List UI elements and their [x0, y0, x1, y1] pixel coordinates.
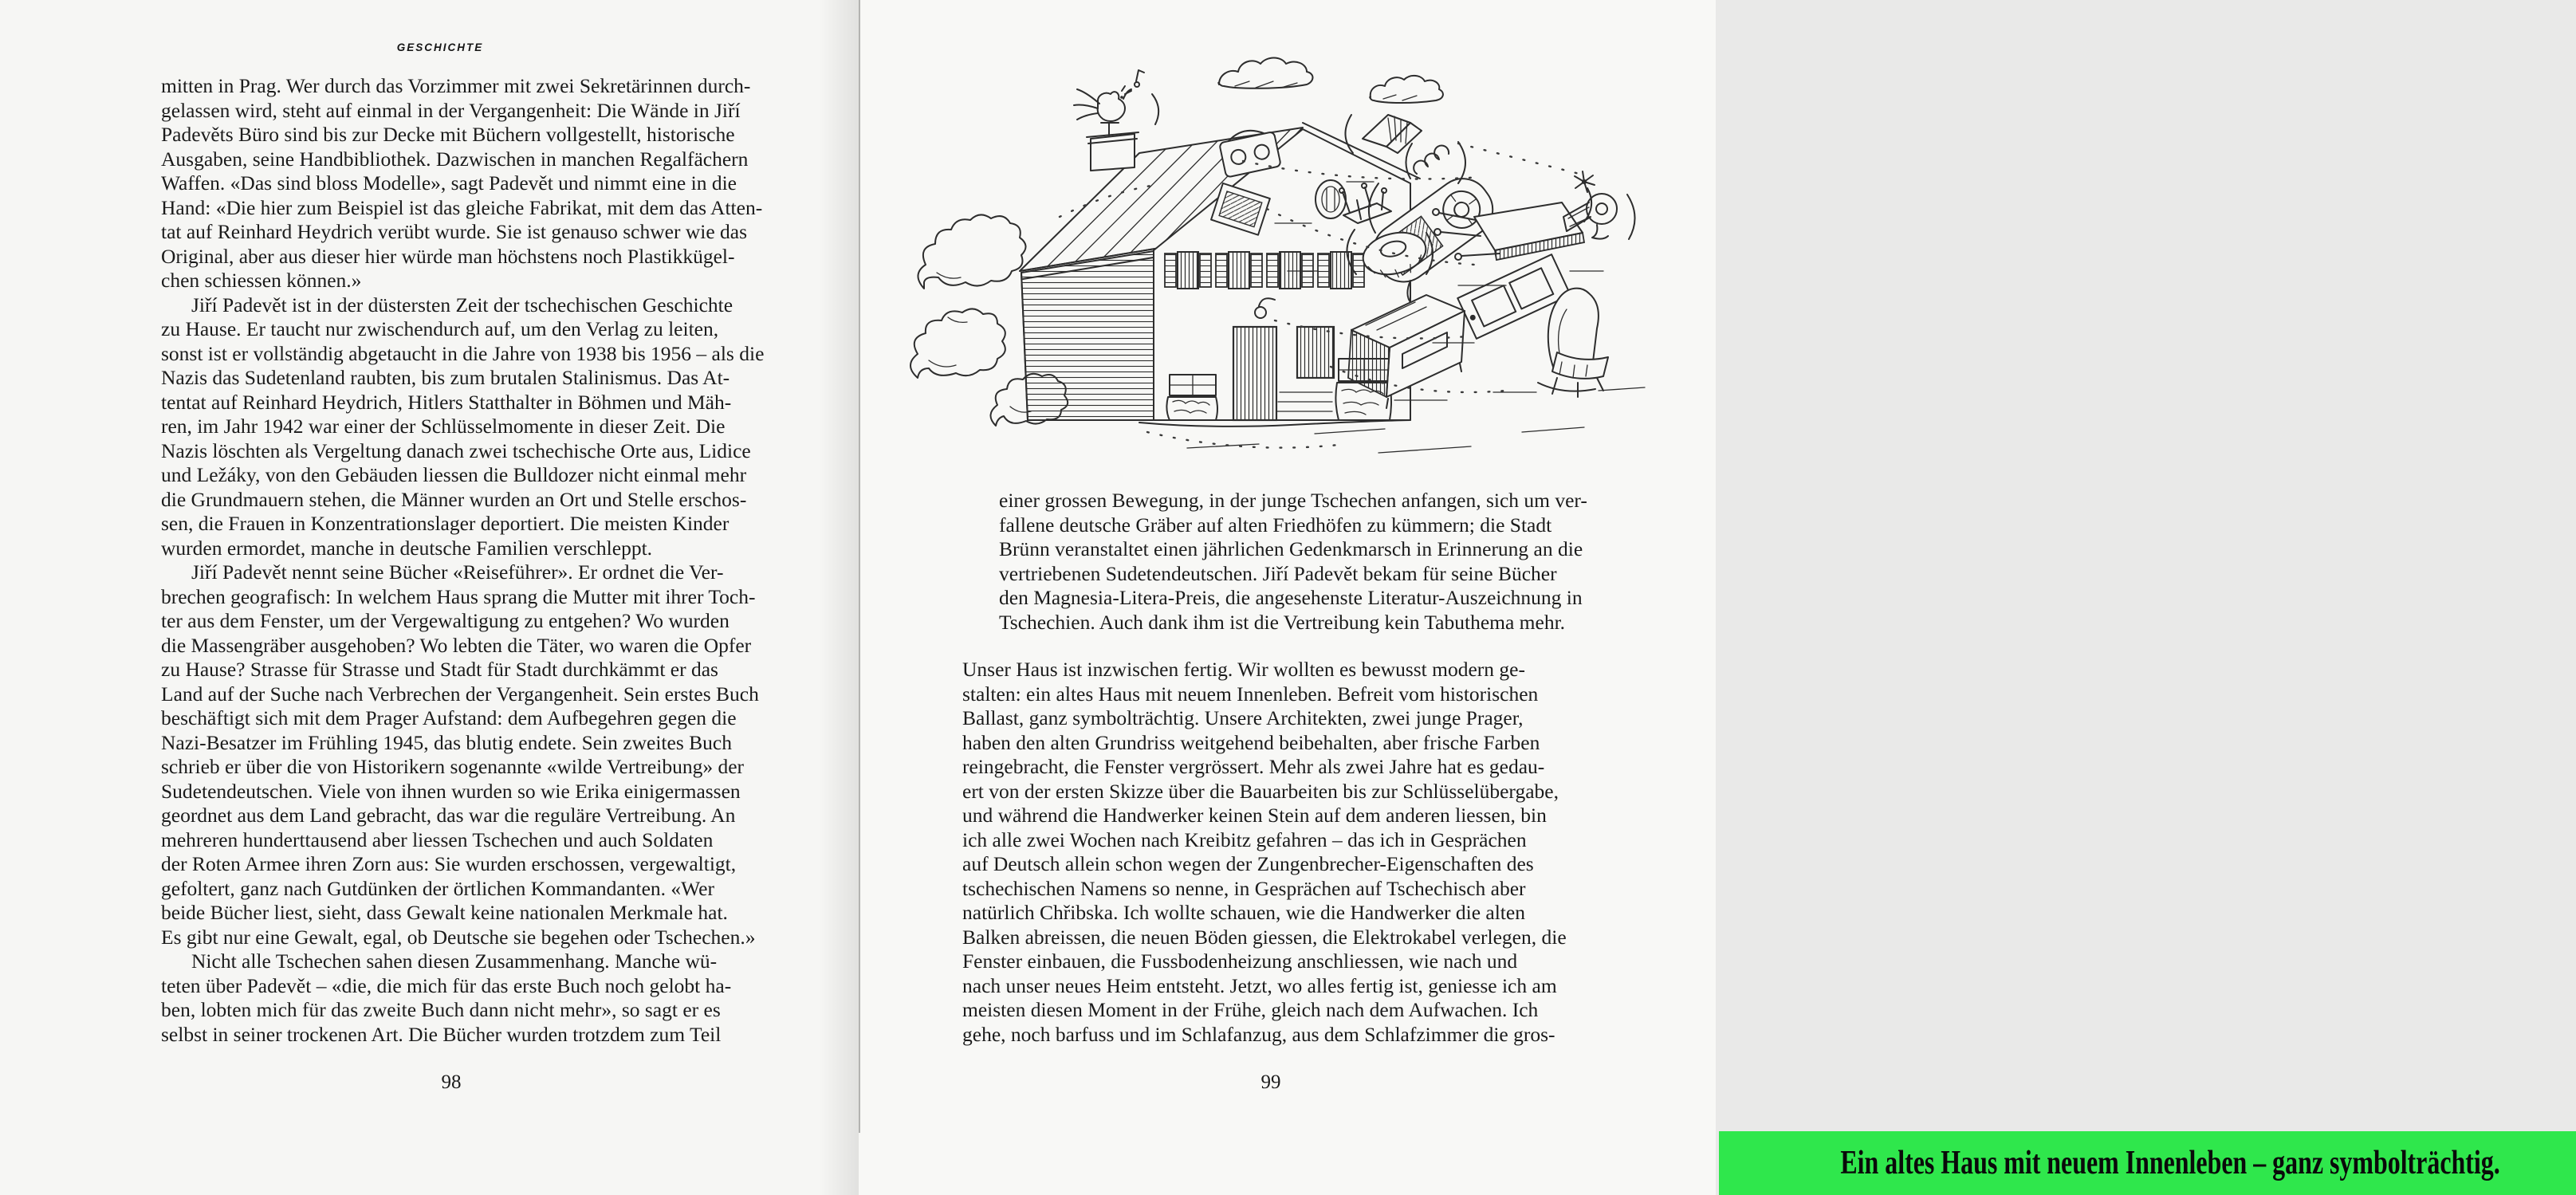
house-with-flying-furniture-sketch — [900, 18, 1650, 476]
cloud-icon — [1370, 76, 1443, 103]
left-page — [0, 0, 859, 1195]
left-paragraph-1: mitten in Prag. Wer durch das Vorzimmer mit zwei Sekretärinnen durch- gelassen wird, steht auf einmal in der Vergangenheit: Die Wände in Jiří Padevěts Büro sind bis zur Decke mit Büchern vollgestellt, historische Ausgaben, seine Handbibliothek. Dazwischen in manchen Regalfächern Waffen. «Das sind bloss Modelle», sagt Padevět und nimmt eine in die Hand: «Die hier zum Beispiel ist das gleiche Fabrikat, mit dem das Atten- tat auf Reinhard Heydrich verübt wurde. Sie ist genauso schwer wie das Original, aber aus dieser hier würde man höchstens noch Plastikkügel- chen schiessen können.» — [161, 74, 763, 292]
right-paragraph-1: einer grossen Bewegung, in der junge Tschechen anfangen, sich um ver- fallene deutsche Gräber auf alten Friedhöfen zu kümmern; die Stadt Brünn veranstaltet einen jährlichen Gedenkmarsch in Erinnerung an die vertriebenen Sudetendeutschen. Jiří Padevět bekam für seine Bücher den Magnesia-Litera-Preis, die angesehenste Literatur-Auszeichnung in Tschechien. Auch dank ihm ist die Vertreibung kein Tabuthema mehr. — [999, 489, 1587, 634]
page-number-right: 99 — [1260, 1071, 1281, 1093]
flying-book-icon — [1363, 115, 1422, 153]
banner-text: Ein altes Haus mit neuem Innenleben – ganz symbolträchtig. — [1840, 1145, 2500, 1181]
gutter-shadow — [819, 0, 859, 1195]
cloud-icon — [1218, 58, 1312, 88]
page-number-left: 98 — [441, 1071, 462, 1093]
flower-icon — [1575, 171, 1595, 222]
right-paragraph-2: Unser Haus ist inzwischen fertig. Wir wollten es bewusst modern ge- stalten: ein altes Haus mit neuem Innenleben. Befreit vom historischen Ballast, ganz symbolträchtig. Unsere Architekten, zwei junge Prager, haben den alten Grundriss weitgehend beibehalten, aber frische Farben reingebracht, die Fenster vergrössert. Mehr als zwei Jahre hat es gedau- ert von der ersten Skizze über die Bauarbeiten bis zur Schlüsselübergabe, und während die Handwerker keinen Stein auf dem anderen liessen, bin ich alle zwei Wochen nach Kreibitz gefahren – das ich in Gesprächen auf Deutsch allein schon wegen der Zungenbrecher-Eigenschaften des tschechischen Namens so nenne, in Gesprächen auf Tschechisch aber natürlich Chřibska. Ich wollte schauen, wie die Handwerker die alten Balken abreissen, die neuen Böden giessen, die Elektrokabel verlegen, die Fenster einbauen, die Fussbodenheizung anschliessen, wie nach und nach unser neues Heim entsteht. Jetzt, wo alles fertig ist, geniesse ich am meisten diesen Moment in der Frühe, gleich nach dem Aufwachen. Ich gehe, noch barfuss und im Schlafanzug, aus dem Schlafzimmer die gros- — [962, 658, 1567, 1046]
rooster-weathervane-icon — [1074, 70, 1144, 136]
section-kicker: GESCHICHTE — [396, 41, 484, 53]
right-page — [860, 0, 2500, 1195]
house-illustration — [900, 18, 1650, 476]
left-paragraph-3: Jiří Padevět nennt seine Bücher «Reiseführer». Er ordnet die Ver- brechen geografisch: In welchem Haus sprang die Mutter mit ihrer Toch- ter aus dem Fenster, um der Vergewaltigung zu entgehen? Wo wurden die Massengräber ausgehoben? Wo lebten die Täter, wo waren die Opfer zu Hause? Strasse für Strasse und Stadt für Stadt durchkämmt er das Land auf der Suche nach Verbrechen der Vergangenheit. Sein erstes Buch beschäftigt sich mit dem Prager Aufstand: dem Aufbegehren gegen die Nazi-Besatzer im Frühling 1945, das blutig endete. Sein zweites Buch schrieb er über die von Historikern sogenannte «wilde Vertreibung» der Sudetendeutschen. Viele von ihnen wurden so wie Erika einigermassen geordnet aus dem Land gebracht, das war die reguläre Vertreibung. An mehreren hunderttausend aber liessen Tschechen und auch Soldaten der Roten Armee ihren Zorn aus: Sie wurden erschossen, vergewaltigt, gefoltert, ganz nach Gutdünken der örtlichen Kommandanten. «Wer beide Bücher liest, sieht, dass Gewalt keine nationalen Merkmale hat. Es gibt nur eine Gewalt, egal, ob Deutsche sie begehen oder Tschechen.» — [161, 560, 759, 949]
left-text-column — [161, 74, 767, 1047]
left-paragraph-2: Jiří Padevět ist in der düstersten Zeit der tschechischen Geschichte zu Hause. Er taucht nur zwischendurch auf, um den Verlag zu leiten, sonst ist er vollständig abgetaucht in die Jahre von 1938 bis 1956 – als die Nazis das Sudetenland raubten, bis zum brutalen Stalinismus. Das At- tentat auf Reinhard Heydrich, Hitlers Statthalter in Böhmen und Mäh- ren, im Jahr 1942 war einer der Schlüsselmomente in dieser Zeit. Die Nazis löschten als Vergeltung danach zwei tschechische Orte aus, Lidice und Ležáky, von den Gebäuden liessen die Bulldozer nicht einmal mehr die Grundmauern stehen, die Männer wurden an Ort und Stelle erschos- sen, die Frauen in Konzentrationslager deportiert. Die meisten Kinder wurden ermordet, manche in deutsche Familien verschleppt. — [161, 293, 765, 560]
house-side-wall — [1021, 251, 1154, 420]
caption-banner — [1719, 1131, 2576, 1195]
armchair-icon — [1548, 289, 1608, 397]
spring-icon — [1414, 146, 1449, 174]
gutter-line — [859, 0, 860, 1133]
chimney — [1087, 132, 1139, 171]
left-paragraph-4: Nicht alle Tschechen sahen diesen Zusammenhang. Manche wü- teten über Padevět – «die, die mich für das erste Buch noch gelobt ha- ben, lobten mich für das zweite Buch dann nicht mehr», so sagt er es selbst in seiner trockenen Art. Die Bücher wurden trotzdem zum Teil — [161, 949, 732, 1046]
